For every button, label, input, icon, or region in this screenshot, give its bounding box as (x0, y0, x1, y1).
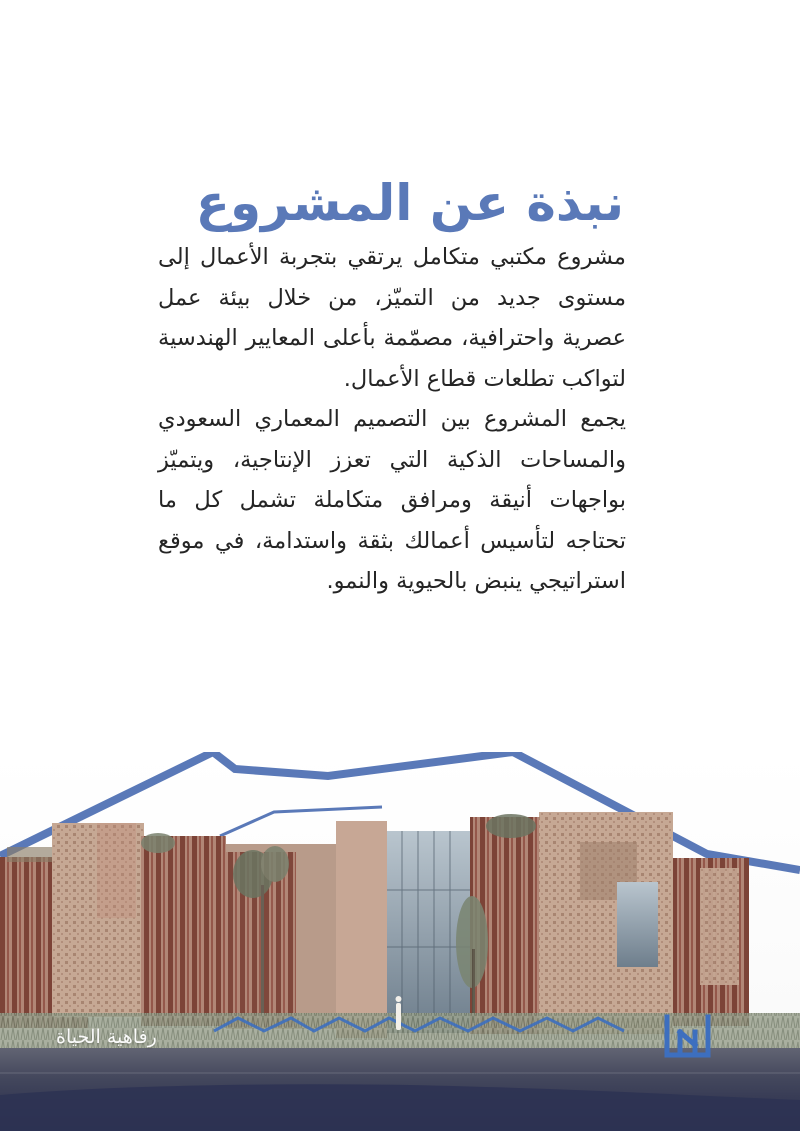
page-title: نبذة عن المشروع (195, 173, 624, 232)
description-paragraph-1: مشروع مكتبي متكامل يرتقي بتجربة الأعمال إلى مستوى جديد من التميّز، من خلال بيئة عمل عصرية واحترافية، مصمّمة بأعلى المعايير الهندسية لتواكب تطلعات قطاع الأعمال. (158, 244, 626, 392)
description-paragraph-2: يجمع المشروع بين التصميم المعماري السعودي والمساحات الذكية التي تعزز الإنتاجية، ويتميّز بواجهات أنيقة ومرافق متكاملة تشمل كل ما تحتاجه لتأسيس أعمالك بثقة واستدامة، في موقع استراتيجي ينبض بالحيوية والنمو. (158, 406, 626, 594)
building-lines-logo-icon (660, 1011, 715, 1061)
central-fin-facade (141, 836, 226, 1026)
pedestrian-head (396, 996, 402, 1002)
pedestrian-figure (396, 1003, 401, 1030)
brand-name: رفاهية الحياة (56, 1026, 157, 1048)
far-right-lattice (700, 868, 739, 985)
rooftop-trees-left (7, 847, 57, 862)
project-description (158, 237, 626, 602)
screen-panel-left (97, 823, 136, 918)
building-rendering (0, 752, 800, 1131)
central-stone-tower (336, 821, 387, 1038)
building-rendering-illustration (0, 752, 800, 1131)
portal-glass-panel (617, 882, 658, 967)
